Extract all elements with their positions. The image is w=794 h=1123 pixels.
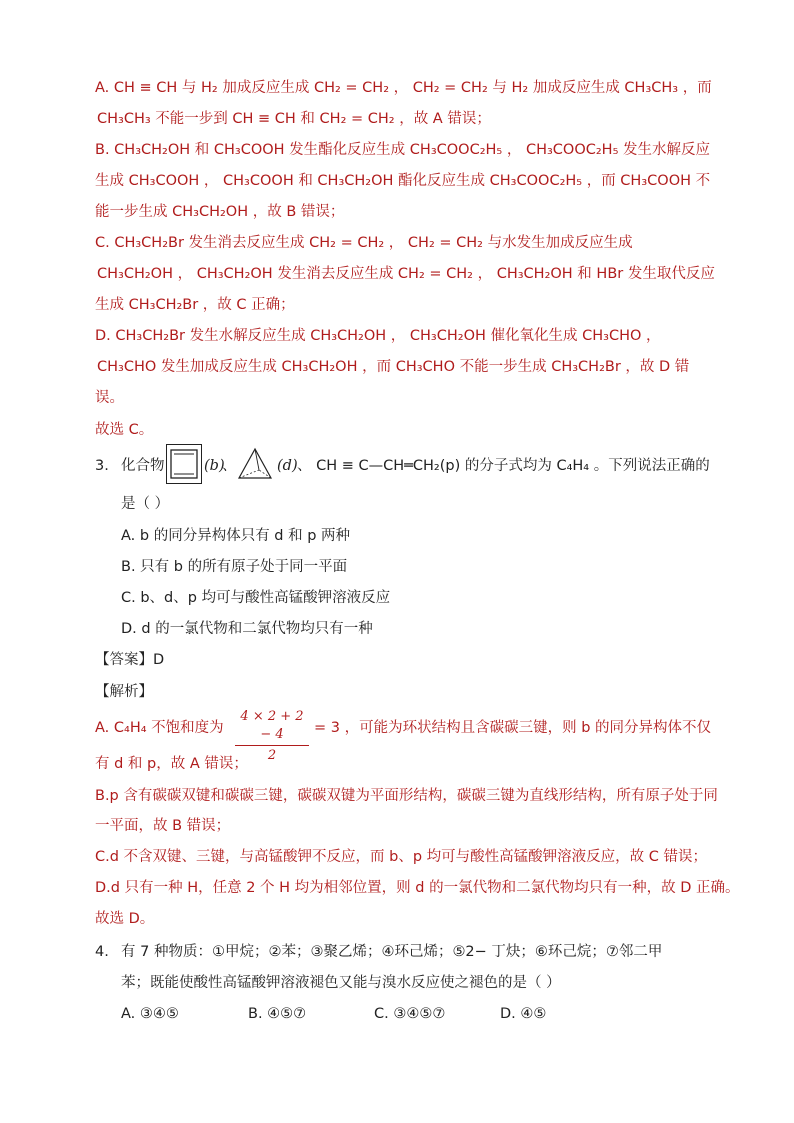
q3-analysis-b-line1: B.p 含有碳碳双键和碳碳三键，碳碳双键为平面形结构，碳碳三键为直线形结构，所有原子处于同 bbox=[95, 788, 718, 804]
q3-number: 3. bbox=[95, 458, 109, 474]
tetrahedrane-structure-icon bbox=[237, 446, 273, 482]
q3-conclusion: 故选 D。 bbox=[95, 911, 155, 927]
q3-stem-rest: 、 CH ≡ C—CH═CH₂(p) 的分子式均为 C₄H₄ 。下列说法正确的 bbox=[297, 458, 710, 474]
q4-option-a: A. ③④⑤ bbox=[121, 1006, 179, 1022]
q3-label-d: (d) bbox=[277, 458, 298, 474]
q2-analysis-c-line2: CH₃CH₂OH ， CH₃CH₂OH 发生消去反应生成 CH₂ = CH₂ ， CH₃CH₂OH 和 HBr 发生取代反应 bbox=[97, 266, 715, 282]
cyclobutadiene-structure-icon bbox=[166, 444, 202, 484]
q2-analysis-d-line3: 误。 bbox=[95, 390, 124, 406]
q3-separator: 、 bbox=[222, 458, 237, 474]
q3-option-c: C. b、d、p 均可与酸性高锰酸钾溶液反应 bbox=[121, 590, 391, 606]
q4-stem-line1: 有 7 种物质：①甲烷；②苯；③聚乙烯；④环己烯；⑤2− 丁炔；⑥环己烷；⑦邻二甲 bbox=[121, 944, 663, 960]
q3-analysis-title: 【解析】 bbox=[95, 684, 153, 700]
q3-analysis-b-line2: 一平面，故 B 错误； bbox=[95, 818, 231, 834]
q3-option-d: D. d 的一氯代物和二氯代物均只有一种 bbox=[121, 621, 373, 637]
q3-option-a: A. b 的同分异构体只有 d 和 p 两种 bbox=[121, 528, 351, 544]
q3-answer: 【答案】D bbox=[95, 652, 165, 668]
fraction-numerator: 4 × 2 + 2 − 4 bbox=[240, 709, 304, 742]
q3-analysis-a-suffix: = 3 ，可能为环状结构且含碳碳三键，则 b 的同分异构体不仅 bbox=[314, 720, 712, 736]
q3-analysis-a-prefix: A. C₄H₄ 不饱和度为 bbox=[95, 720, 224, 736]
q4-option-d: D. ④⑤ bbox=[500, 1006, 547, 1022]
q4-option-b: B. ④⑤⑦ bbox=[248, 1006, 307, 1022]
q2-analysis-b-line2: 生成 CH₃COOH ， CH₃COOH 和 CH₃CH₂OH 酯化反应生成 CH₃COOC₂H₅ ，而 CH₃COOH 不 bbox=[95, 173, 711, 189]
q3-analysis-d-line: D.d 只有一种 H，任意 2 个 H 均为相邻位置，则 d 的一氯代物和二氯代物均只有一种，故 D 正确。 bbox=[95, 880, 740, 896]
q2-analysis-b-line1: B. CH₃CH₂OH 和 CH₃COOH 发生酯化反应生成 CH₃COOC₂H₅ ， CH₃COOC₂H₅ 发生水解反应 bbox=[95, 142, 711, 158]
q3-option-b: B. 只有 b 的所有原子处于同一平面 bbox=[121, 559, 348, 575]
fraction-bar bbox=[235, 745, 309, 746]
q3-stem-line2: 是（ ） bbox=[121, 496, 170, 512]
q4-stem-line2: 苯；既能使酸性高锰酸钾溶液褪色又能与溴水反应使之褪色的是（ ） bbox=[121, 975, 561, 991]
q2-analysis-b-line3: 能一步生成 CH₃CH₂OH ，故 B 错误； bbox=[95, 204, 345, 220]
q2-analysis-d-line2: CH₃CHO 发生加成反应生成 CH₃CH₂OH ，而 CH₃CHO 不能一步生成 CH₃CH₂Br ，故 D 错 bbox=[97, 359, 690, 375]
q2-analysis-c-line1: C. CH₃CH₂Br 发生消去反应生成 CH₂ = CH₂ ， CH₂ = CH₂ 与水发生加成反应生成 bbox=[95, 235, 633, 251]
q2-analysis-a-line1: A. CH ≡ CH 与 H₂ 加成反应生成 CH₂ = CH₂ ， CH₂ = CH₂ 与 H₂ 加成反应生成 CH₃CH₃ ，而 bbox=[95, 80, 712, 96]
q2-conclusion: 故选 C。 bbox=[95, 422, 154, 438]
q2-analysis-d-line1: D. CH₃CH₂Br 发生水解反应生成 CH₃CH₂OH ， CH₃CH₂OH 催化氧化生成 CH₃CHO ， bbox=[95, 328, 661, 344]
fraction-denominator: 2 bbox=[267, 748, 277, 763]
q2-analysis-c-line3: 生成 CH₃CH₂Br ，故 C 正确； bbox=[95, 297, 295, 313]
q3-label-b: (b) bbox=[204, 458, 225, 474]
q4-option-c: C. ③④⑤⑦ bbox=[374, 1006, 446, 1022]
q4-number: 4. bbox=[95, 944, 109, 960]
q2-analysis-a-line2: CH₃CH₃ 不能一步到 CH ≡ CH 和 CH₂ = CH₂ ，故 A 错误； bbox=[97, 111, 491, 127]
q3-analysis-c-line: C.d 不含双键、三键，与高锰酸钾不反应，而 b、p 均可与酸性高锰酸钾溶液反应，故 C 错误； bbox=[95, 849, 708, 865]
q3-stem-prefix: 化合物 bbox=[121, 458, 165, 474]
q3-analysis-a-line2: 有 d 和 p，故 A 错误； bbox=[95, 756, 248, 772]
